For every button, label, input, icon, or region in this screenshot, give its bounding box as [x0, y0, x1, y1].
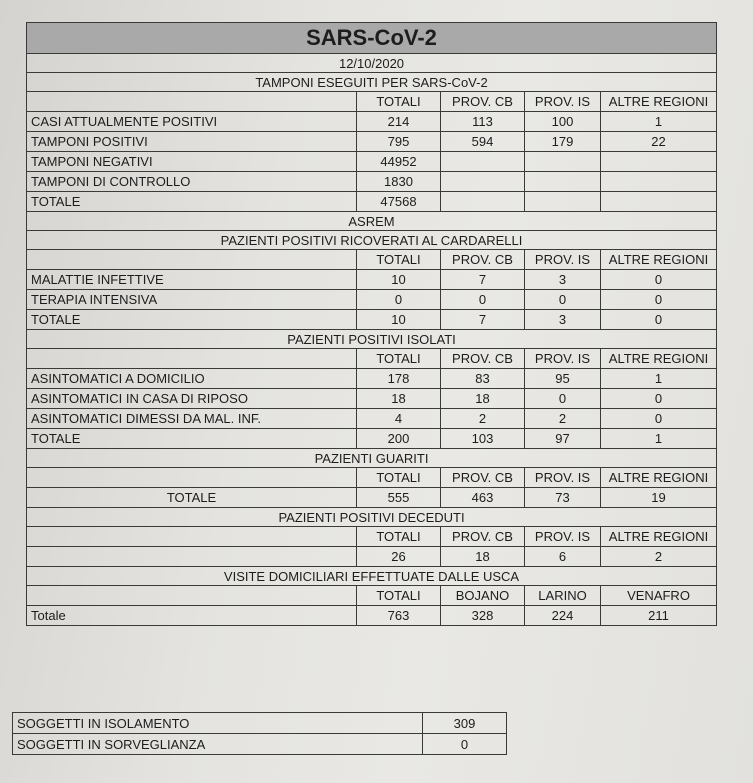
cell-value: 214 [357, 112, 441, 132]
cell-value: 113 [441, 112, 525, 132]
column-header: PROV. IS [525, 527, 601, 547]
cell-value: 178 [357, 369, 441, 389]
header-blank [27, 468, 357, 488]
cell-value: 6 [525, 547, 601, 567]
cell-value: 3 [525, 310, 601, 330]
cell-value [525, 172, 601, 192]
cell-value: 0 [601, 409, 717, 429]
column-header-row [27, 586, 717, 606]
row-label: SOGGETTI IN SORVEGLIANZA [13, 734, 423, 755]
column-header: TOTALI [357, 586, 441, 606]
cell-value: 179 [525, 132, 601, 152]
column-header: TOTALI [357, 349, 441, 369]
column-header: PROV. CB [441, 527, 525, 547]
cell-value: 95 [525, 369, 601, 389]
column-header: PROV. CB [441, 349, 525, 369]
column-header: PROV. CB [441, 250, 525, 270]
table-row [13, 713, 507, 734]
column-header-row [27, 527, 717, 547]
section-heading-ricoverati: PAZIENTI POSITIVI RICOVERATI AL CARDARELLI [27, 231, 717, 250]
cell-value: 0 [601, 310, 717, 330]
section-heading-isolati: PAZIENTI POSITIVI ISOLATI [27, 330, 717, 349]
table-row [27, 290, 717, 310]
table-row [27, 547, 717, 567]
header-blank [27, 586, 357, 606]
cell-value: 10 [357, 270, 441, 290]
cell-value: 0 [357, 290, 441, 310]
column-header: ALTRE REGIONI [601, 349, 717, 369]
column-header: ALTRE REGIONI [601, 527, 717, 547]
table-row [27, 606, 717, 626]
column-header: TOTALI [357, 250, 441, 270]
column-header: ALTRE REGIONI [601, 468, 717, 488]
cell-value: 555 [357, 488, 441, 508]
row-label: ASINTOMATICI A DOMICILIO [27, 369, 357, 389]
cell-value: 18 [357, 389, 441, 409]
row-label: TOTALE [27, 429, 357, 449]
cell-value: 1 [601, 429, 717, 449]
cell-value: 463 [441, 488, 525, 508]
table-row [27, 488, 717, 508]
table-row [27, 172, 717, 192]
cell-value: 0 [423, 734, 507, 755]
cell-value [525, 192, 601, 212]
row-label: SOGGETTI IN ISOLAMENTO [13, 713, 423, 734]
cell-value: 211 [601, 606, 717, 626]
column-header: VENAFRO [601, 586, 717, 606]
row-label: TAMPONI NEGATIVI [27, 152, 357, 172]
column-header-row [27, 468, 717, 488]
section-heading-usca: VISITE DOMICILIARI EFFETTUATE DALLE USCA [27, 567, 717, 586]
cell-value: 47568 [357, 192, 441, 212]
cell-value: 22 [601, 132, 717, 152]
cell-value: 309 [423, 713, 507, 734]
sars-cov-2-report-table [26, 22, 717, 626]
report-date: 12/10/2020 [27, 54, 717, 73]
cell-value: 0 [525, 290, 601, 310]
table-row [27, 409, 717, 429]
column-header: TOTALI [357, 468, 441, 488]
cell-value: 0 [441, 290, 525, 310]
cell-value: 200 [357, 429, 441, 449]
header-blank [27, 527, 357, 547]
table-row [27, 389, 717, 409]
section-heading-guariti: PAZIENTI GUARITI [27, 449, 717, 468]
table-row [13, 734, 507, 755]
row-label: TOTALE [27, 310, 357, 330]
column-header: PROV. IS [525, 250, 601, 270]
table-row [27, 369, 717, 389]
row-label: ASINTOMATICI DIMESSI DA MAL. INF. [27, 409, 357, 429]
column-header: ALTRE REGIONI [601, 92, 717, 112]
section-heading-asrem: ASREM [27, 212, 717, 231]
column-header-row [27, 92, 717, 112]
cell-value: 83 [441, 369, 525, 389]
column-header: PROV. CB [441, 468, 525, 488]
column-header: PROV. IS [525, 349, 601, 369]
cell-value [601, 152, 717, 172]
table-row [27, 429, 717, 449]
column-header: PROV. CB [441, 92, 525, 112]
column-header: ALTRE REGIONI [601, 250, 717, 270]
column-header-row [27, 250, 717, 270]
cell-value: 1830 [357, 172, 441, 192]
cell-value: 10 [357, 310, 441, 330]
cell-value: 0 [601, 389, 717, 409]
cell-value [601, 192, 717, 212]
cell-value: 795 [357, 132, 441, 152]
column-header: TOTALI [357, 92, 441, 112]
row-label: TERAPIA INTENSIVA [27, 290, 357, 310]
cell-value: 2 [525, 409, 601, 429]
column-header: PROV. IS [525, 92, 601, 112]
cell-value [441, 192, 525, 212]
row-label: ASINTOMATICI IN CASA DI RIPOSO [27, 389, 357, 409]
table-row [27, 152, 717, 172]
row-label: Totale [27, 606, 357, 626]
cell-value: 328 [441, 606, 525, 626]
cell-value [441, 152, 525, 172]
row-label: CASI ATTUALMENTE POSITIVI [27, 112, 357, 132]
row-label: TOTALE [27, 192, 357, 212]
row-label: TOTALE [27, 488, 357, 508]
cell-value: 73 [525, 488, 601, 508]
cell-value: 44952 [357, 152, 441, 172]
column-header: TOTALI [357, 527, 441, 547]
cell-value: 4 [357, 409, 441, 429]
cell-value: 2 [601, 547, 717, 567]
cell-value [525, 152, 601, 172]
cell-value: 18 [441, 547, 525, 567]
cell-value: 3 [525, 270, 601, 290]
column-header: PROV. IS [525, 468, 601, 488]
cell-value: 97 [525, 429, 601, 449]
cell-value: 2 [441, 409, 525, 429]
column-header: LARINO [525, 586, 601, 606]
table-row [27, 112, 717, 132]
cell-value: 594 [441, 132, 525, 152]
row-label: TAMPONI POSITIVI [27, 132, 357, 152]
cell-value: 1 [601, 369, 717, 389]
cell-value: 763 [357, 606, 441, 626]
cell-value: 1 [601, 112, 717, 132]
cell-value: 0 [525, 389, 601, 409]
cell-value: 19 [601, 488, 717, 508]
soggetti-table [12, 712, 507, 755]
row-label: TAMPONI DI CONTROLLO [27, 172, 357, 192]
section-heading-tamponi: TAMPONI ESEGUITI PER SARS-CoV-2 [27, 73, 717, 92]
table-row [27, 192, 717, 212]
row-label: MALATTIE INFETTIVE [27, 270, 357, 290]
cell-value: 100 [525, 112, 601, 132]
table-row [27, 270, 717, 290]
cell-value: 0 [601, 290, 717, 310]
cell-value: 103 [441, 429, 525, 449]
header-blank [27, 349, 357, 369]
cell-value: 26 [357, 547, 441, 567]
column-header-row [27, 349, 717, 369]
report-title: SARS-CoV-2 [27, 23, 717, 54]
header-blank [27, 92, 357, 112]
header-blank [27, 250, 357, 270]
cell-value: 0 [601, 270, 717, 290]
cell-value [441, 172, 525, 192]
column-header: BOJANO [441, 586, 525, 606]
table-row [27, 132, 717, 152]
cell-value: 224 [525, 606, 601, 626]
cell-value: 7 [441, 310, 525, 330]
table-row [27, 310, 717, 330]
section-heading-deceduti: PAZIENTI POSITIVI DECEDUTI [27, 508, 717, 527]
cell-value [601, 172, 717, 192]
cell-value: 7 [441, 270, 525, 290]
cell-value: 18 [441, 389, 525, 409]
row-label [27, 547, 357, 567]
